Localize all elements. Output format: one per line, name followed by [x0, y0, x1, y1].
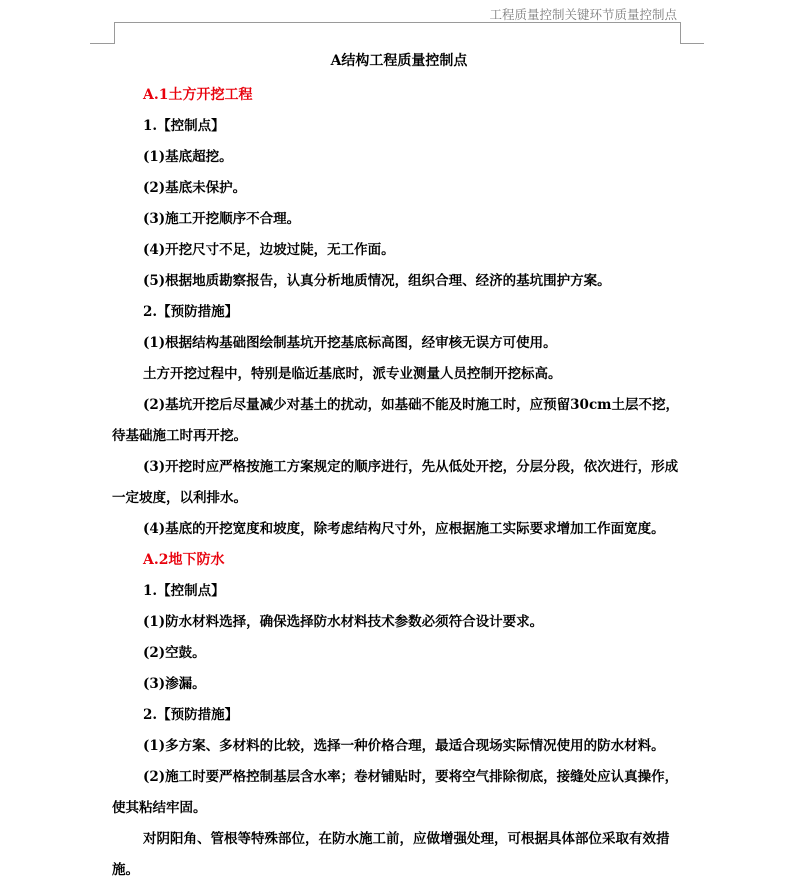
control-point-item: (1)防水材料选择，确保选择防水材料技术参数必须符合设计要求。 [143, 614, 544, 630]
control-point-item: (2)基底未保护。 [143, 180, 247, 196]
prevention-measure-item: 对阴阳角、管根等特殊部位，在防水施工前，应做增强处理，可根据具体部位采取有效措施。 [112, 831, 670, 878]
crop-mark-left-horizontal [90, 43, 115, 44]
prevention-measure-item: (2)基坑开挖后尽量减少对基土的扰动，如基础不能及时施工时，应预留30cm土层不挖，待基础施工时再开挖。 [112, 397, 679, 444]
control-point-item: (3)施工开挖顺序不合理。 [143, 211, 301, 227]
crop-mark-right-horizontal [680, 43, 704, 44]
control-point-item: (3)渗漏。 [143, 676, 206, 692]
document-body [112, 50, 686, 886]
running-header: 工程质量控制关键环节质量控制点 [489, 7, 677, 22]
control-points-label: 1.【控制点】 [143, 118, 225, 134]
control-point-item: (2)空鼓。 [143, 645, 206, 661]
header-rule [114, 22, 681, 23]
prevention-measure-item: (1)多方案、多材料的比较，选择一种价格合理，最适合现场实际情况使用的防水材料。 [143, 738, 665, 754]
prevention-measure-item: (3)开挖时应严格按施工方案规定的顺序进行，先从低处开挖，分层分段，依次进行，形成一定坡度，以利排水。 [112, 459, 679, 506]
section-heading-earthwork: A.1土方开挖工程 [143, 87, 253, 103]
prevention-measures-label: 2.【预防措施】 [143, 304, 239, 320]
prevention-measure-item: 土方开挖过程中，特别是临近基底时，派专业测量人员控制开挖标高。 [143, 366, 562, 382]
prevention-measures-label: 2.【预防措施】 [143, 707, 239, 723]
control-point-item: (1)基底超挖。 [143, 149, 233, 165]
prevention-measure-item: (1)根据结构基础图绘制基坑开挖基底标高图，经审核无误方可使用。 [143, 335, 557, 351]
prevention-measure-item: (2)施工时要严格控制基层含水率；卷材铺贴时，要将空气排除彻底，接缝处应认真操作，使其粘结牢固。 [112, 769, 679, 816]
section-heading-underground-waterproofing: A.2地下防水 [143, 552, 225, 568]
crop-mark-left-vertical [114, 22, 115, 44]
document-title: A结构工程质量控制点 [330, 53, 468, 69]
control-points-label: 1.【控制点】 [143, 583, 225, 599]
control-point-item: (5)根据地质勘察报告，认真分析地质情况，组织合理、经济的基坑围护方案。 [143, 273, 611, 289]
prevention-measure-item: (4)基底的开挖宽度和坡度，除考虑结构尺寸外，应根据施工实际要求增加工作面宽度。 [143, 521, 665, 537]
control-point-item: (4)开挖尺寸不足，边坡过陡，无工作面。 [143, 242, 395, 258]
crop-mark-right-vertical [680, 22, 681, 44]
